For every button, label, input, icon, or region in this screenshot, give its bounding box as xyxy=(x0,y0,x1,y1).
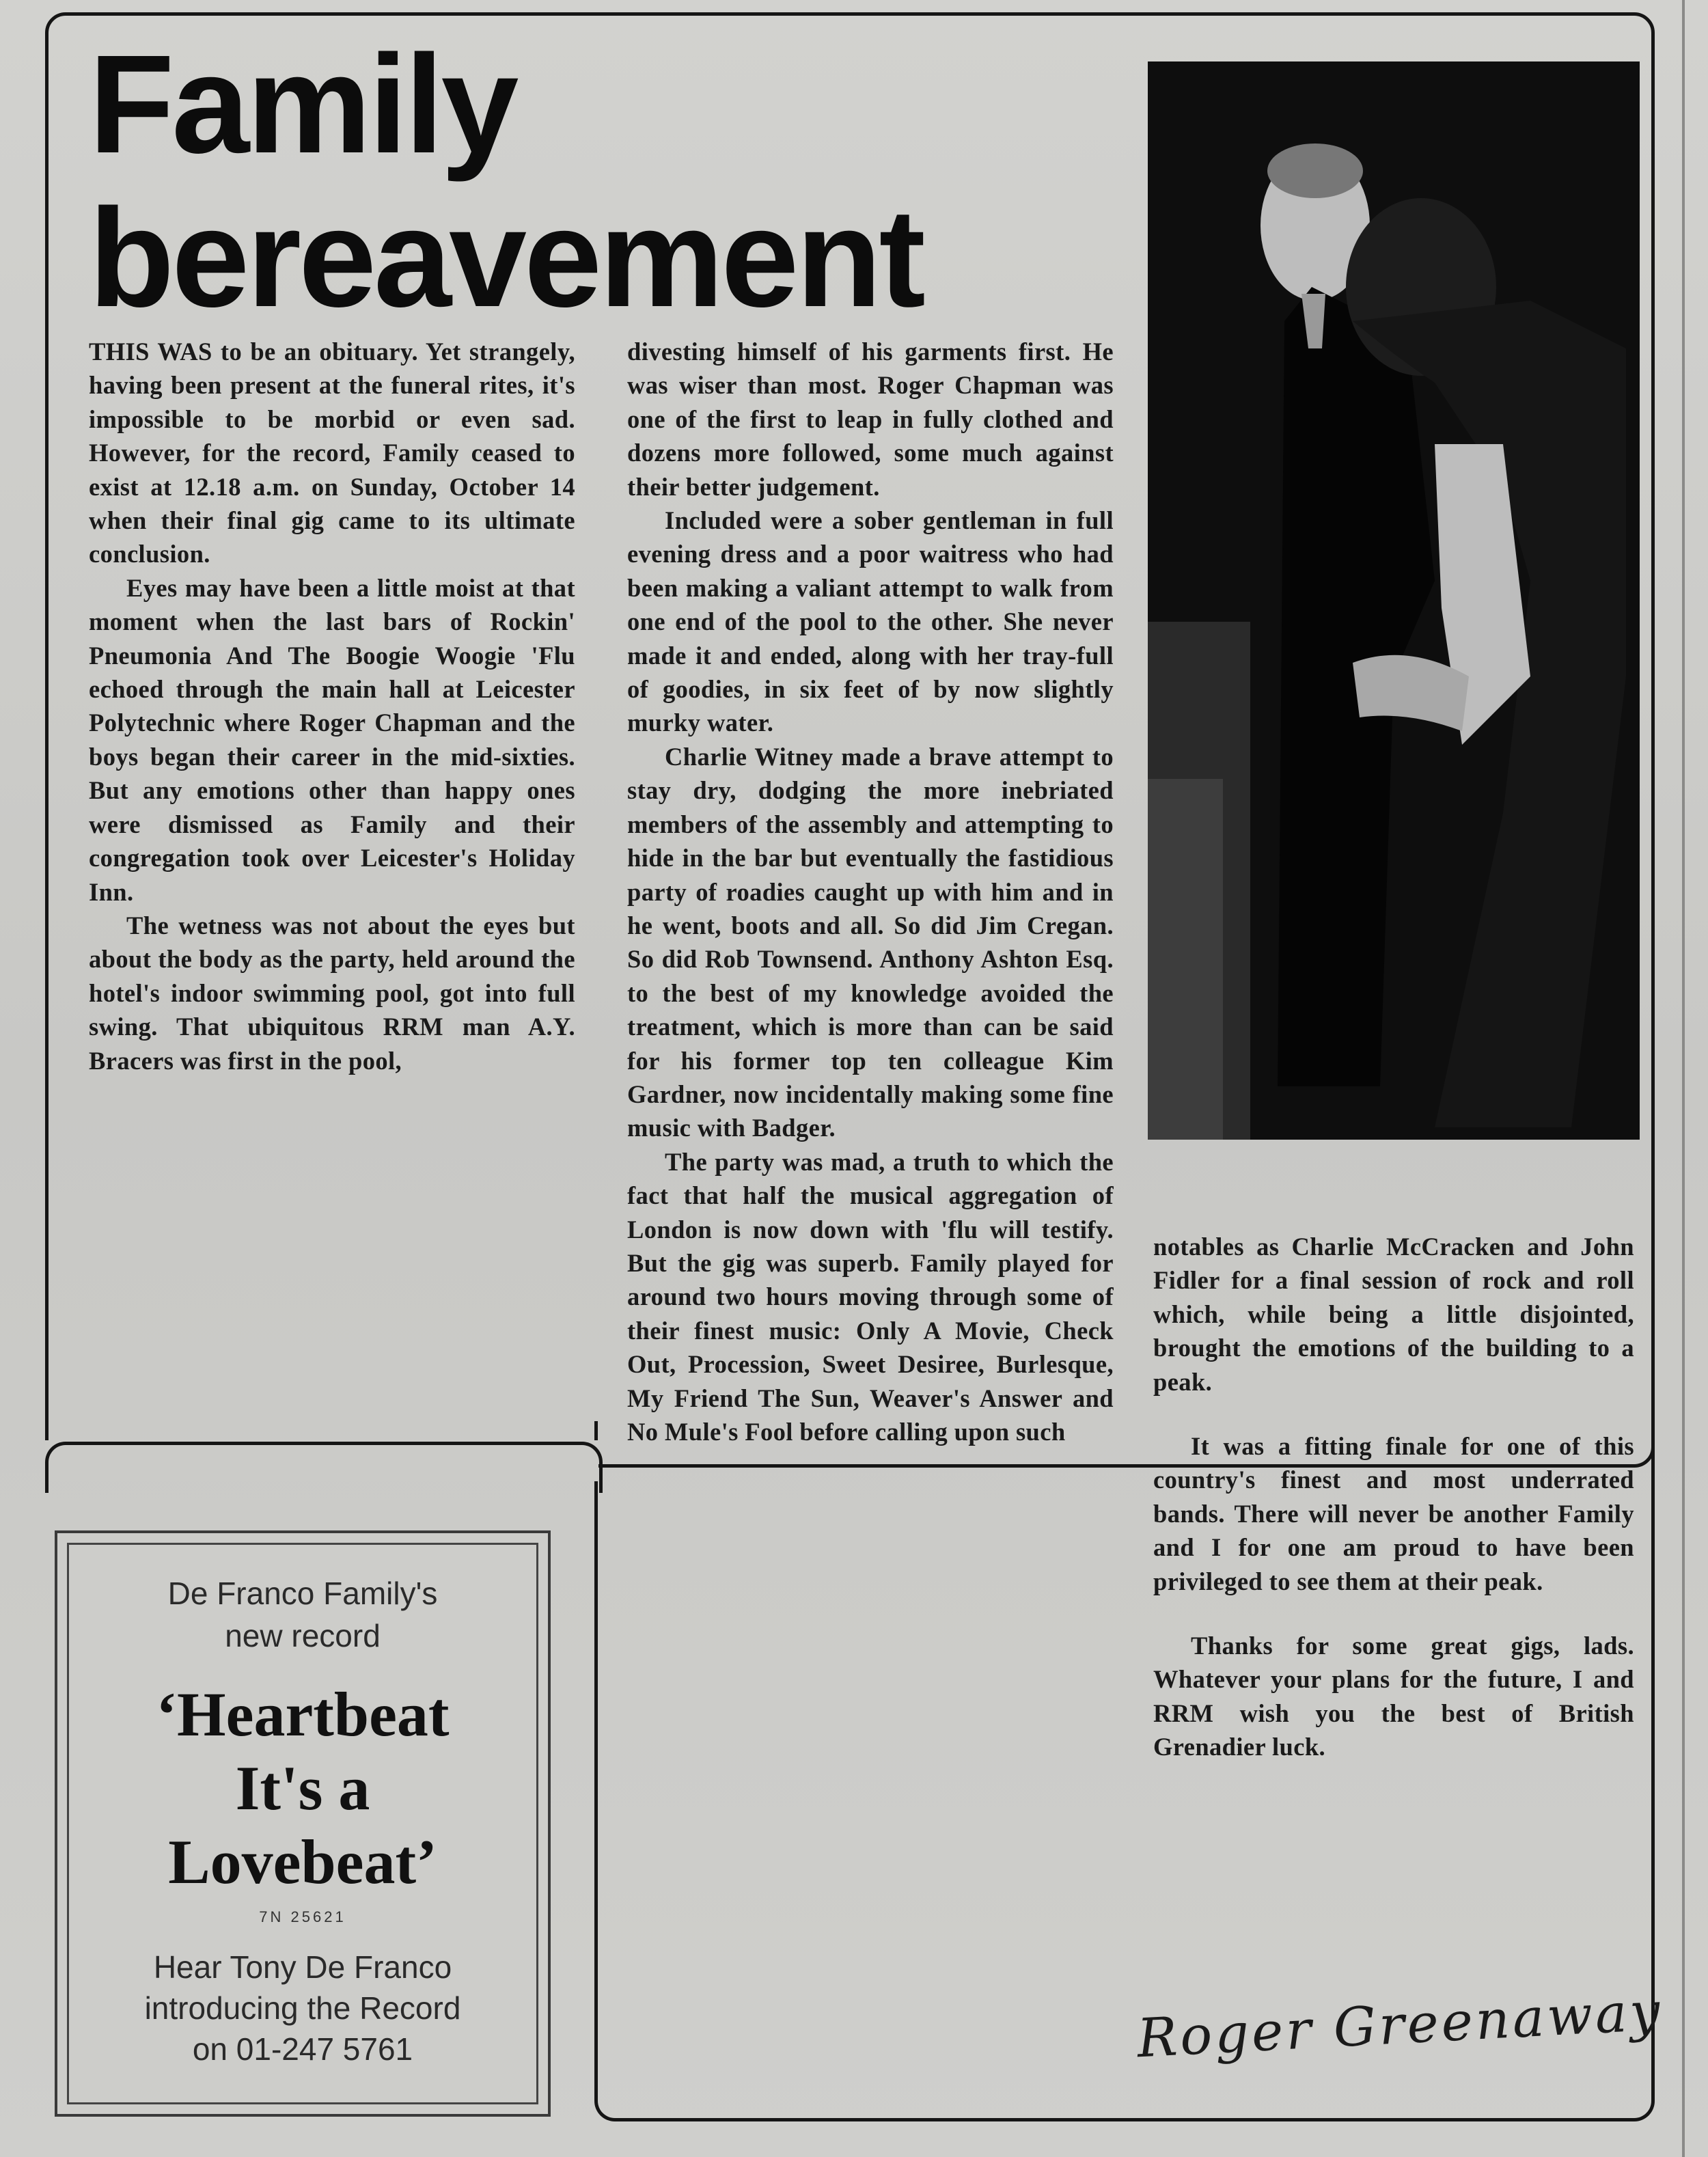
advert-title-line: Lovebeat’ xyxy=(168,1827,437,1897)
advert-phone-text xyxy=(69,1947,536,2070)
paragraph: Charlie Witney made a brave attempt to stay dry, dodging the more inebriated members of the assembly and attempting to hide in the bar but eventually the fastidious party of roadies caught up with him and in he went, boots and all. So did Jim Cregan. So did Rob Townsend. Anthony Ashton Esq. to the best of my knowledge avoided the treatment, which is more than can be said for his former top ten colleague Kim Gardner, now incidentally making some fine music with Badger. xyxy=(627,742,1114,1142)
ad-frame-corner xyxy=(45,1442,603,1493)
author-signature: Roger Greenaway xyxy=(1135,1981,1664,2070)
band-photo xyxy=(1148,61,1640,1140)
catalog-number: 7N 25621 xyxy=(259,1908,346,1925)
paragraph: THIS WAS to be an obituary. Yet strangely, having been present at the funeral rites, it's impossible to be morbid or even sad. However, for the record, Family ceased to exist at 12.18 a.m. on Sunday, October 14 when their final gig came to its ultimate conclusion. xyxy=(89,338,575,568)
paragraph: The party was mad, a truth to which the fact that half the musical aggregation of London is now down with 'flu will testify. But the gig was superb. Family played for around two hours moving through some of their finest music: Only A Movie, Check Out, Procession, Sweet Desiree, Burlesque, My Friend The Sun, Weaver's Answer and No Mule's Fool before calling upon such xyxy=(627,1147,1114,1446)
headline-line-2: bereavement xyxy=(89,180,923,336)
advert-line: on 01-247 5761 xyxy=(192,2031,413,2067)
advert-line: new record xyxy=(225,1618,381,1653)
paragraph: Thanks for some great gigs, lads. Whatever your plans for the future, I and RRM wish you the best of British Grenadier luck. xyxy=(1153,1632,1634,1761)
advert-title-line: ‘Heartbeat xyxy=(156,1679,450,1749)
paragraph: Eyes may have been a little moist at that moment when the last bars of Rockin' Pneumonia And The Boogie Woogie 'Flu echoed through the main hall at Leicester Polytechnic where Roger Chapman and the boys began their career in the mid-sixties. But any emotions other than happy ones were dismissed as Family and their congregation took over Leicester's Holiday Inn. xyxy=(89,573,575,906)
article-column-3 xyxy=(1153,1230,1634,1764)
paragraph: divesting himself of his garments first. He was wiser than most. Roger Chapman was one of the first to leap in fully clothed and dozens more followed, some much against their better judgement. xyxy=(627,338,1114,501)
photo-silhouette xyxy=(1148,61,1640,1140)
advert-line: Hear Tony De Franco xyxy=(153,1949,452,1985)
advert-title xyxy=(69,1677,536,1899)
advert-title-line: It's a xyxy=(235,1753,370,1823)
advert-line: De Franco Family's xyxy=(167,1576,438,1611)
paragraph: Included were a sober gentleman in full evening dress and a poor waitress who had been making a valiant attempt to walk from one end of the pool to the other. She never made it and ended, along with her tray-full of goodies, in six feet of by now slightly murky water. xyxy=(627,506,1114,737)
article-column-1 xyxy=(89,335,575,1077)
paragraph: It was a fitting finale for one of this country's finest and most underrated bands. There will never be another Family and I for one am proud to have been privileged to see them at their peak. xyxy=(1153,1432,1634,1595)
column-rule xyxy=(1682,0,1685,2157)
record-advert xyxy=(55,1530,551,2117)
headline xyxy=(89,27,1114,335)
article-column-2 xyxy=(627,335,1114,1448)
advert-inner-border xyxy=(67,1543,538,2104)
paragraph: The wetness was not about the eyes but about the body as the party, held around the hotel's indoor swimming pool, got into full swing. That ubiquitous RRM man A.Y. Bracers was first in the pool, xyxy=(89,911,575,1075)
headline-line-1: Family xyxy=(89,26,516,182)
advert-line: introducing the Record xyxy=(144,1990,461,2026)
paragraph: notables as Charlie McCracken and John Fidler for a final session of rock and roll which, while being a little disjointed, brought the emotions of the building to a peak. xyxy=(1153,1233,1634,1396)
